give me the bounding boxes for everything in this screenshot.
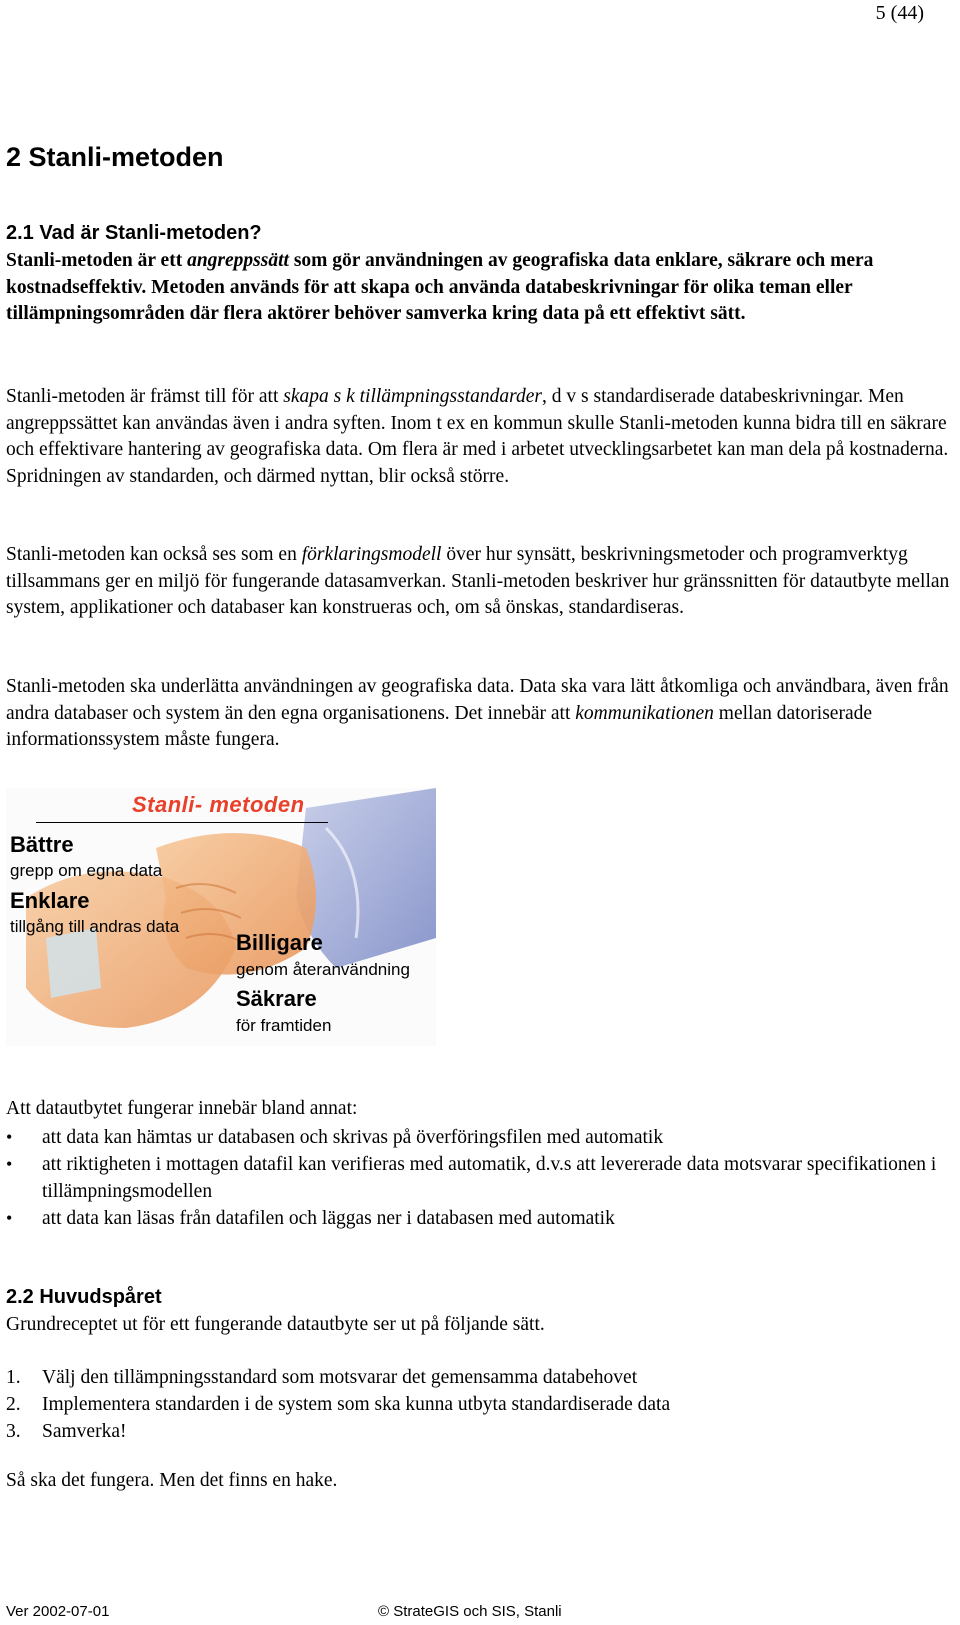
figure-label-battre: Bättre [10,832,74,857]
closing-sentence: Så ska det fungera. Men det finns en hake. [6,1470,338,1491]
para3-text-italic: förklaringsmodell [301,544,442,565]
list-item [6,1151,951,1205]
steps-list [6,1364,951,1445]
section-2-intro: Grundreceptet ut för ett fungerande datautbyte ser ut på följande sätt. [6,1314,545,1335]
para4-text-italic: kommunikationen [575,702,714,724]
figure-label-enklare: Enklare [10,888,90,913]
figure-sublabel-sakrare: för framtiden [236,1016,332,1035]
chapter-heading: 2 Stanli-metoden [6,142,224,172]
step-text: Samverka! [42,1421,127,1442]
para3-text-2: över hur synsätt, beskrivningsmetoder och programverktyg tillsammans ger en miljö för fungerande datasamverkan. Stanli-metoden beskriver hur gränssnitten för datautbyte mellan system, applikationer och databaser kan konstrueras och, om så önskas, standardiseras. [6,544,950,618]
step-text: Välj den tillämpningsstandard som motsvarar det gemensamma databehovet [42,1367,638,1388]
figure-sublabel-billigare: genom återanvändning [236,960,410,979]
list-item [6,1124,951,1151]
para2-text-2: , d v s standardiserade databeskrivningar. Men angreppssättet kan användas även i andra syften. Inom t ex en kommun skulle Stanli-metoden kunna bidra till en säkrare och effektivare hantering av geografiska data. Om flera är med i arbetet utvecklingsarbetet kan man dela på kostnaderna. Spridningen av standarden, och därmed nyttan, blir också större. [6,386,949,487]
step-number: 2. [6,1394,21,1415]
figure-sublabel-enklare: tillgång till andras data [10,917,180,936]
paragraph-3 [6,542,951,622]
left-cuff [46,928,101,998]
step-text: Implementera standarden i de system som ska kunna utbyta standardiserade data [42,1394,671,1415]
bullet-text: att data kan hämtas ur databasen och skrivas på överföringsfilen med automatik [42,1127,664,1148]
list-item [6,1205,951,1232]
list-item [6,1391,951,1418]
figure-sublabel-battre: grepp om egna data [10,861,163,880]
figure-label-billigare: Billigare [236,930,323,955]
section-heading-2-2: 2.2 Huvudspåret [6,1286,162,1308]
intro-text-2: som gör användningen av geografiska data enklare, säkrare och mera kostnadseffektiv. Metoden används för att skapa och använda databeskrivningar för olika teman eller tillämpningsområden där flera aktörer behöver samverka kring data på ett effektivt sätt. [6,250,874,324]
footer-version: Ver 2002-07-01 [6,1603,110,1620]
list-item [6,1364,951,1391]
figure-label-sakrare: Säkrare [236,986,317,1011]
para3-text-1: Stanli-metoden kan också ses som en [6,544,302,565]
footer-copyright: © StrateGIS och SIS, Stanli [378,1603,562,1620]
step-number: 3. [6,1421,21,1442]
para2-text-1: Stanli-metoden är främst till för att [6,386,284,407]
para2-text-italic: skapa s k tillämpningsstandarder [283,386,543,407]
para4-text-1: Stanli-metoden ska underlätta användningen av geografiska data. Data ska vara lätt åtkomliga och användbara, även från andra databaser och system än den egna organisationens. Det innebär att [6,676,949,724]
page-number: 5 (44) [875,2,924,24]
figure-title: Stanli- metoden [132,792,305,817]
bullet-text: att data kan läsas från datafilen och läggas ner i databasen med automatik [42,1208,615,1229]
list-item [6,1418,951,1445]
stanli-handshake-figure [6,788,436,1046]
intro-paragraph [6,248,951,328]
bullet-text: att riktigheten i mottagen datafil kan verifieras med automatik, d.v.s att levererade data motsvarar specifikationen i tillämpningsmodellen [42,1154,937,1202]
exchange-intro: Att datautbytet fungerar innebär bland annat: [6,1098,358,1119]
bullet-icon: • [6,1208,13,1228]
bullet-icon: • [6,1154,13,1174]
figure-title-underline [36,822,328,823]
step-number: 1. [6,1367,21,1388]
paragraph-2 [6,384,951,490]
para4-text-2: mellan datoriserade informationssystem måste fungera. [6,702,873,750]
intro-text-italic: angreppssätt [187,250,289,271]
exchange-bullet-list [6,1124,951,1232]
intro-text-1: Stanli-metoden är ett [6,250,188,271]
section-heading-2-1: 2.1 Vad är Stanli-metoden? [6,222,262,244]
bullet-icon: • [6,1127,13,1147]
paragraph-4 [6,674,951,754]
